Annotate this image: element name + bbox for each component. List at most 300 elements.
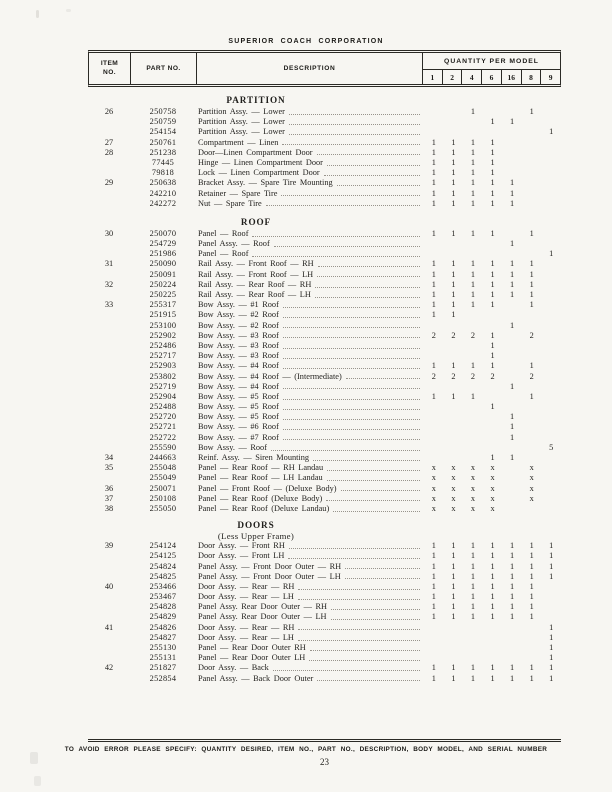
quantity-cell xyxy=(502,138,522,148)
description-cell xyxy=(196,361,424,371)
part-no-cell: 250761 xyxy=(149,137,177,147)
table-row xyxy=(88,189,561,199)
quantity-cell: 1 xyxy=(431,310,436,320)
quantity-cell: 2 xyxy=(529,371,534,381)
quantity-cell xyxy=(424,382,444,392)
quantity-cell: 1 xyxy=(490,300,495,310)
description-text: Partition Assy. — Lower xyxy=(198,117,285,127)
quantity-cell xyxy=(502,168,522,178)
table-row xyxy=(88,249,561,259)
quantity-cell: 1 xyxy=(549,663,554,673)
description-cell xyxy=(196,148,424,158)
item-no-cell: 41 xyxy=(104,622,114,632)
quantity-cell: 1 xyxy=(529,300,534,310)
description-cell xyxy=(196,473,424,483)
model-column-header: 4 xyxy=(462,70,482,84)
quantity-cell xyxy=(541,422,561,432)
quantity-cell xyxy=(483,633,503,643)
quantity-cell xyxy=(463,341,483,351)
model-column-header: 2 xyxy=(443,70,463,84)
description-cell xyxy=(196,433,424,443)
dotted-leader xyxy=(271,450,420,451)
quantity-cell: 1 xyxy=(451,592,456,602)
table-row xyxy=(88,148,561,158)
quantity-cell: 1 xyxy=(510,571,515,581)
dotted-leader xyxy=(283,327,420,328)
quantity-cell: 1 xyxy=(490,612,495,622)
quantity-cell: 1 xyxy=(470,361,476,371)
quantity-cell xyxy=(424,107,444,117)
item-no-cell xyxy=(88,653,130,663)
quantity-cell xyxy=(483,443,503,453)
quantity-cell: 1 xyxy=(510,178,515,188)
quantity-cell: 1 xyxy=(431,147,436,157)
part-no-cell: 254125 xyxy=(149,551,177,561)
table-row xyxy=(88,443,561,453)
quantity-cell: 2 xyxy=(451,330,456,340)
item-no-cell xyxy=(88,443,130,453)
item-no-column-header: ITEM NO. xyxy=(89,53,131,84)
quantity-cell xyxy=(541,484,561,494)
quantity-cell xyxy=(541,138,561,148)
table-row xyxy=(88,117,561,127)
part-no-cell: 252721 xyxy=(149,422,177,432)
description-text: Rail Assy. — Front Roof — RH xyxy=(198,259,314,269)
description-text: Bow Assy. — #4 Roof xyxy=(198,381,279,391)
quantity-cell: 1 xyxy=(490,673,495,683)
dotted-leader xyxy=(283,439,420,440)
quantity-cell: 1 xyxy=(510,581,515,591)
description-cell xyxy=(196,551,424,561)
quantity-cell: 1 xyxy=(529,561,534,571)
quantity-cell: 1 xyxy=(431,228,436,238)
quantity-cell: 1 xyxy=(431,137,436,147)
quantity-cell: x xyxy=(490,503,495,513)
dotted-leader xyxy=(317,276,420,277)
quantity-cell: 1 xyxy=(529,228,534,238)
quantity-cell xyxy=(483,382,503,392)
quantity-cell: 1 xyxy=(510,381,515,391)
quantity-cell xyxy=(502,463,522,473)
quantity-cell xyxy=(522,623,542,633)
quantity-cell xyxy=(522,351,542,361)
quantity-cell: 1 xyxy=(470,107,476,116)
dotted-leader xyxy=(283,337,420,338)
quantity-cell: x xyxy=(431,503,436,513)
quantity-cell xyxy=(502,504,522,514)
item-no-cell: 26 xyxy=(104,107,114,116)
table-header xyxy=(88,50,561,87)
item-no-cell: 36 xyxy=(104,483,114,493)
part-no-cell: 254729 xyxy=(149,239,177,249)
item-no-cell: 31 xyxy=(104,259,114,269)
quantity-cell xyxy=(463,402,483,412)
description-text: Door Assy. — Back xyxy=(198,663,269,673)
item-no-cell xyxy=(88,127,130,137)
item-no-cell xyxy=(88,310,130,320)
quantity-cell xyxy=(502,484,522,494)
quantity-cell: 1 xyxy=(470,290,476,299)
quantity-cell xyxy=(424,351,444,361)
quantity-cell: 1 xyxy=(490,290,495,299)
quantity-cell xyxy=(483,127,503,137)
part-no-cell: 255048 xyxy=(149,463,177,473)
quantity-cell xyxy=(522,643,542,653)
quantity-cell xyxy=(463,653,483,663)
part-no-cell: 255590 xyxy=(149,442,177,452)
quantity-cell: 1 xyxy=(451,541,456,551)
part-no-cell: 255130 xyxy=(149,643,177,652)
part-no-cell: 250091 xyxy=(149,269,177,279)
quantity-cell xyxy=(541,412,561,422)
quantity-cell: x xyxy=(470,473,476,483)
quantity-cell: 1 xyxy=(431,168,436,178)
table-row xyxy=(88,453,561,463)
quantity-cell xyxy=(463,623,483,633)
part-no-cell: 251915 xyxy=(149,310,177,320)
description-cell xyxy=(196,484,424,494)
quantity-cell: 1 xyxy=(490,361,495,371)
description-text: Panel — Rear Roof (Deluxe Landau) xyxy=(198,503,330,513)
description-cell xyxy=(196,372,424,382)
description-text: Panel — Rear Roof — LH Landau xyxy=(198,473,323,483)
description-cell xyxy=(196,341,424,351)
quantity-cell: 1 xyxy=(529,592,534,602)
part-no-cell: 250638 xyxy=(149,178,177,188)
quantity-cell xyxy=(463,351,483,361)
model-column-header: 16 xyxy=(502,70,522,84)
quantity-cell xyxy=(463,117,483,127)
quantity-cell xyxy=(424,127,444,137)
quantity-cell xyxy=(444,623,464,633)
item-no-cell: 35 xyxy=(104,463,114,473)
item-no-cell: 37 xyxy=(104,493,114,503)
quantity-cell xyxy=(522,341,542,351)
table-row xyxy=(88,199,561,209)
dotted-leader xyxy=(345,578,420,579)
table-row xyxy=(88,473,561,483)
dotted-leader xyxy=(313,460,420,461)
description-cell xyxy=(196,633,424,643)
item-no-cell xyxy=(88,321,130,331)
quantity-cell: 1 xyxy=(431,361,436,371)
quantity-cell: 1 xyxy=(431,157,436,167)
quantity-cell xyxy=(522,504,542,514)
description-cell xyxy=(196,463,424,473)
quantity-cell: 1 xyxy=(549,571,554,581)
description-text: Door Assy. — Front LH xyxy=(198,551,285,561)
part-no-cell: 254154 xyxy=(149,127,177,137)
quantity-cell: 1 xyxy=(490,279,495,289)
dotted-leader xyxy=(345,568,420,569)
table-row xyxy=(88,280,561,290)
quantity-cell: 1 xyxy=(490,228,495,238)
quantity-cell: 1 xyxy=(490,602,495,612)
quantity-cell: 1 xyxy=(510,269,515,279)
quantity-cell: 1 xyxy=(529,673,534,683)
description-cell xyxy=(196,562,424,572)
quantity-cell xyxy=(502,331,522,341)
item-no-cell xyxy=(88,402,130,412)
dotted-leader xyxy=(281,195,420,196)
description-text: Bow Assy. — Roof xyxy=(198,442,267,452)
quantity-cell xyxy=(541,189,561,199)
description-cell xyxy=(196,392,424,402)
quantity-cell: 1 xyxy=(470,391,476,401)
dotted-leader xyxy=(337,185,420,186)
quantity-cell xyxy=(541,239,561,249)
quantity-cell xyxy=(522,189,542,199)
item-no-cell xyxy=(88,199,130,209)
description-text: Nut — Spare Tire xyxy=(198,198,262,208)
quantity-cell: 1 xyxy=(431,198,436,208)
description-cell xyxy=(196,290,424,300)
dotted-leader xyxy=(283,348,420,349)
table-body xyxy=(88,94,561,684)
quantity-cell xyxy=(522,633,542,643)
quantity-cell: 5 xyxy=(549,442,554,452)
quantity-per-model-label: QUANTITY PER MODEL xyxy=(423,53,560,70)
quantity-cell xyxy=(541,494,561,504)
table-row xyxy=(88,674,561,684)
description-cell xyxy=(196,572,424,582)
part-no-cell: 250758 xyxy=(149,107,177,116)
item-no-cell xyxy=(88,270,130,280)
quantity-cell: 2 xyxy=(431,371,436,381)
quantity-cell: 1 xyxy=(451,361,456,371)
description-cell xyxy=(196,382,424,392)
quantity-cell xyxy=(522,158,542,168)
description-cell xyxy=(196,107,424,117)
description-text: Panel — Rear Door Outer RH xyxy=(198,643,306,652)
description-text: Panel Assy. — Front Door Outer — RH xyxy=(198,561,342,571)
quantity-cell xyxy=(522,382,542,392)
description-text: Bow Assy. — #3 Roof xyxy=(198,330,279,340)
quantity-cell: x xyxy=(529,463,534,473)
table-row xyxy=(88,168,561,178)
quantity-cell: 1 xyxy=(470,168,476,178)
description-cell xyxy=(196,259,424,269)
quantity-cell xyxy=(522,148,542,158)
quantity-cell: 1 xyxy=(470,228,476,238)
dotted-leader xyxy=(309,660,420,661)
part-no-cell: 251986 xyxy=(149,249,177,259)
quantity-cell xyxy=(502,402,522,412)
part-no-cell: 252486 xyxy=(149,340,177,350)
quantity-cell xyxy=(444,382,464,392)
part-no-cell: 252719 xyxy=(149,381,177,391)
quantity-cell: 1 xyxy=(431,673,436,683)
item-no-cell xyxy=(88,249,130,259)
quantity-cell: x xyxy=(529,493,534,503)
quantity-cell xyxy=(502,643,522,653)
table-row xyxy=(88,392,561,402)
quantity-cell xyxy=(502,473,522,483)
description-text: Bow Assy. — #5 Roof xyxy=(198,412,279,422)
quantity-cell: x xyxy=(470,493,476,503)
part-no-cell: 252854 xyxy=(149,673,177,683)
dotted-leader xyxy=(289,134,420,135)
quantity-cell: 1 xyxy=(431,269,436,279)
quantity-cell: 1 xyxy=(529,663,534,673)
section-heading: DOORS xyxy=(237,520,275,531)
quantity-cell: x xyxy=(470,463,476,473)
document-title: SUPERIOR COACH CORPORATION xyxy=(228,38,384,45)
item-no-cell xyxy=(88,572,130,582)
quantity-cell: 1 xyxy=(431,178,436,188)
description-cell xyxy=(196,351,424,361)
description-cell xyxy=(196,117,424,127)
model-columns xyxy=(423,70,560,84)
quantity-cell xyxy=(424,433,444,443)
quantity-cell: 2 xyxy=(470,330,476,340)
quantity-cell: x xyxy=(490,493,495,503)
table-row xyxy=(88,494,561,504)
quantity-cell xyxy=(541,351,561,361)
part-no-cell: 254828 xyxy=(149,602,177,612)
quantity-cell: 1 xyxy=(510,320,515,330)
quantity-cell xyxy=(424,422,444,432)
quantity-cell: 1 xyxy=(470,259,476,269)
quantity-cell xyxy=(541,270,561,280)
quantity-cell xyxy=(424,623,444,633)
item-no-cell xyxy=(88,674,130,684)
table-row xyxy=(88,127,561,137)
quantity-cell xyxy=(502,107,522,117)
quantity-cell xyxy=(522,249,542,259)
quantity-cell: 1 xyxy=(510,259,515,269)
quantity-cell xyxy=(502,392,522,402)
dotted-leader xyxy=(298,589,420,590)
part-no-cell: 79818 xyxy=(151,168,175,178)
description-text: Panel — Rear Door Outer LH xyxy=(198,653,306,663)
quantity-cell xyxy=(522,178,542,188)
item-no-cell xyxy=(88,351,130,361)
table-row xyxy=(88,562,561,572)
quantity-cell: 1 xyxy=(451,178,456,188)
quantity-cell: 1 xyxy=(451,228,456,238)
quantity-cell xyxy=(444,653,464,663)
quantity-cell: 2 xyxy=(529,330,534,340)
quantity-cell xyxy=(502,351,522,361)
quantity-cell: 1 xyxy=(470,269,476,279)
dotted-leader xyxy=(298,599,420,600)
quantity-cell: 1 xyxy=(451,310,456,320)
description-text: Panel — Roof xyxy=(198,228,249,238)
quantity-cell: 1 xyxy=(490,178,495,188)
description-cell xyxy=(196,239,424,249)
table-row xyxy=(88,158,561,168)
part-no-cell: 250108 xyxy=(149,493,177,503)
dotted-leader xyxy=(283,358,420,359)
item-no-cell xyxy=(88,189,130,199)
table-row xyxy=(88,321,561,331)
quantity-cell: 1 xyxy=(510,541,515,551)
description-cell xyxy=(196,321,424,331)
part-no-cell: 77445 xyxy=(151,157,175,167)
quantity-cell: 1 xyxy=(470,561,476,571)
dotted-leader xyxy=(331,609,420,610)
quantity-cell xyxy=(541,402,561,412)
quantity-cell: 1 xyxy=(431,592,436,602)
table-row xyxy=(88,592,561,602)
description-text: Bow Assy. — #1 Roof xyxy=(198,300,279,310)
part-no-cell: 254826 xyxy=(149,622,177,632)
part-no-cell: 250071 xyxy=(149,483,177,493)
quantity-cell: 1 xyxy=(431,279,436,289)
quantity-cell: 1 xyxy=(490,581,495,591)
item-no-cell xyxy=(88,433,130,443)
quantity-cell: 1 xyxy=(431,581,436,591)
quantity-cell: 1 xyxy=(510,561,515,571)
quantity-cell: 1 xyxy=(529,107,534,116)
quantity-cell: 1 xyxy=(510,453,515,462)
quantity-cell xyxy=(444,643,464,653)
quantity-cell: 1 xyxy=(549,653,554,663)
description-text: Panel — Rear Roof — RH Landau xyxy=(198,463,324,473)
table-row xyxy=(88,412,561,422)
quantity-cell xyxy=(463,422,483,432)
quantity-cell: 1 xyxy=(451,300,456,310)
quantity-cell xyxy=(424,443,444,453)
item-no-cell: 42 xyxy=(104,663,114,673)
quantity-cell: 1 xyxy=(490,269,495,279)
dotted-leader xyxy=(310,650,420,651)
quantity-cell: 1 xyxy=(510,412,515,422)
quantity-cell xyxy=(463,382,483,392)
quantity-cell: 1 xyxy=(451,581,456,591)
quantity-cell: 1 xyxy=(510,592,515,602)
part-no-cell: 255050 xyxy=(149,503,177,513)
quantity-cell: 1 xyxy=(510,422,515,432)
quantity-cell xyxy=(541,361,561,371)
dotted-leader xyxy=(333,511,420,512)
table-row xyxy=(88,331,561,341)
dotted-leader xyxy=(326,500,420,501)
description-cell xyxy=(196,158,424,168)
quantity-cell xyxy=(541,473,561,483)
quantity-cell xyxy=(444,351,464,361)
description-cell xyxy=(196,229,424,239)
description-text: Bow Assy. — #3 Roof xyxy=(198,340,279,350)
quantity-cell: x xyxy=(451,483,456,493)
quantity-cell: x xyxy=(529,473,534,483)
quantity-cell: 2 xyxy=(451,371,456,381)
part-no-cell: 254124 xyxy=(149,541,177,551)
description-cell xyxy=(196,643,424,653)
quantity-cell xyxy=(463,453,483,463)
quantity-cell xyxy=(541,504,561,514)
description-text: Bow Assy. — #5 Roof xyxy=(198,402,279,412)
description-cell xyxy=(196,674,424,684)
part-no-cell: 252904 xyxy=(149,391,177,401)
table-row xyxy=(88,433,561,443)
description-cell xyxy=(196,189,424,199)
item-no-cell xyxy=(88,412,130,422)
table-row xyxy=(88,572,561,582)
quantity-cell: 1 xyxy=(529,602,534,612)
dotted-leader xyxy=(298,640,420,641)
quantity-cell: 1 xyxy=(490,157,495,167)
quantity-cell xyxy=(463,412,483,422)
quantity-cell xyxy=(541,280,561,290)
quantity-cell: 1 xyxy=(470,188,476,198)
table-row xyxy=(88,643,561,653)
quantity-cell: 1 xyxy=(510,290,515,299)
quantity-cell: 1 xyxy=(529,279,534,289)
quantity-cell: 1 xyxy=(510,279,515,289)
model-column-header: 6 xyxy=(482,70,502,84)
